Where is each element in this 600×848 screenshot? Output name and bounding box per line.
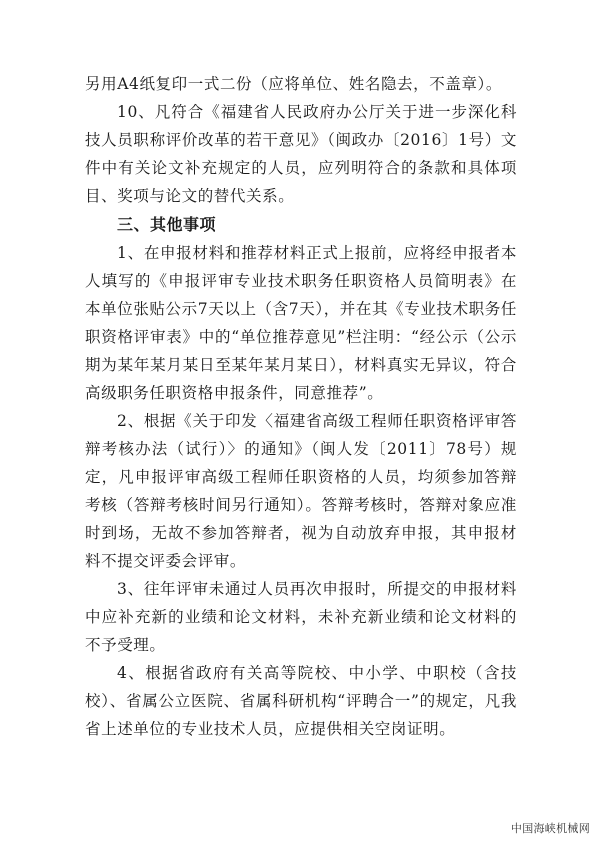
section-heading: 三、其他事项 [117, 215, 217, 234]
site-watermark: 中国海峡机械网 [510, 822, 590, 835]
paragraph-item-3: 3、往年评审未通过人员再次申报时，所提交的申报材料中应补充新的业绩和论文材料，未补充新业绩和论文材料的不予受理。 [85, 580, 517, 654]
paragraph-item-10: 10、凡符合《福建省人民政府办公厅关于进一步深化科技人员职称评价改革的若干意见》（闽政办〔2016〕1号）文件中有关论文补充规定的人员，应列明符合的条款和具体项目、奖项与论文的替代关系。 [85, 103, 517, 205]
paragraph-copy-instruction: 另用A4纸复印一式二份（应将单位、姓名隐去，不盖章）。 [85, 75, 503, 93]
paragraph-item-2: 2、根据《关于印发〈福建省高级工程师任职资格评审答辩考核办法（试行）〉的通知》（闽人发〔2011〕78号）规定，凡申报评审高级工程师任职资格的人员，均须参加答辩考核（答辩考核时间另行通知）。答辩考核时，答辩对象应准时到场，无故不参加答辩者，视为自动放弃申报，其申报材料不提交评委会评审。 [85, 412, 517, 570]
paragraph-item-1: 1、在申报材料和推荐材料正式上报前，应将经申报者本人填写的《申报评审专业技术职务任职资格人员简明表》在本单位张贴公示7天以上（含7天），并在其《专业技术职务任职资格评审表》中的“单位推荐意见”栏注明：“经公示（公示期为某年某月某日至某年某月某日），材料真实无异议，符合高级职务任职资格申报条件，同意推荐”。 [85, 244, 517, 402]
paragraph-item-4: 4、根据省政府有关高等院校、中小学、中职校（含技校）、省属公立医院、省属科研机构“评聘合一”的规定，凡我省上述单位的专业技术人员，应提供相关空岗证明。 [85, 664, 517, 738]
